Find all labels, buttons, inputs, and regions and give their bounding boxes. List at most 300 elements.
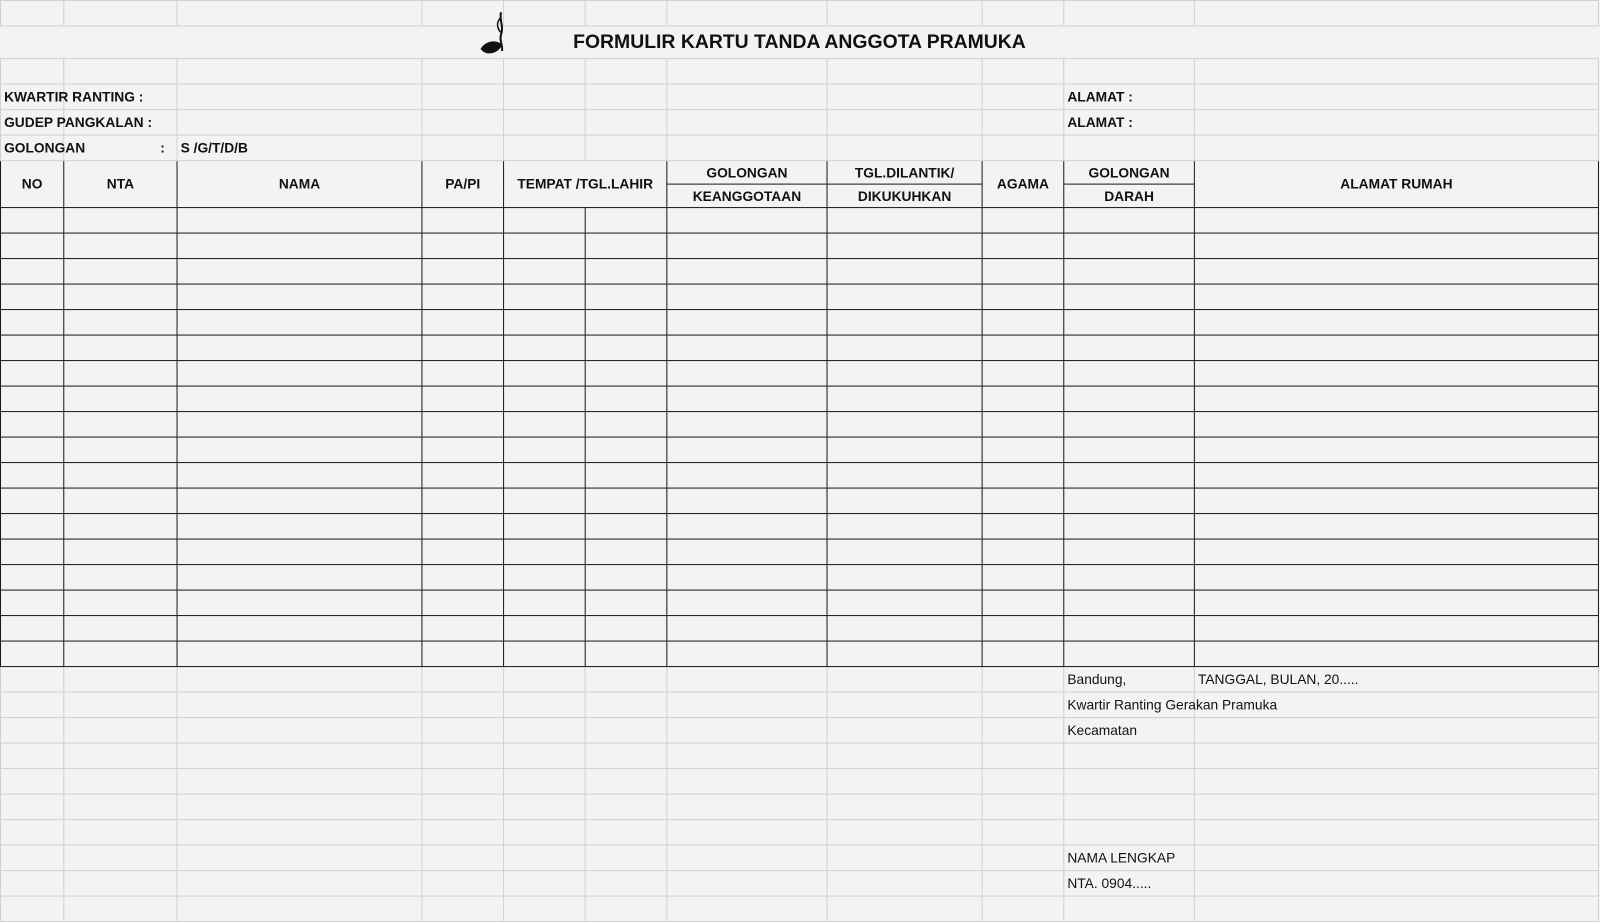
cell[interactable] [422, 565, 504, 591]
cell[interactable] [827, 590, 982, 616]
cell[interactable] [177, 769, 422, 795]
cell[interactable] [1194, 590, 1598, 616]
cell[interactable] [1, 488, 64, 514]
cell[interactable] [827, 539, 982, 565]
cell[interactable] [1, 412, 64, 437]
cell[interactable] [827, 135, 982, 161]
cell[interactable] [504, 233, 586, 259]
cell[interactable] [667, 488, 827, 514]
cell[interactable] [667, 110, 827, 135]
cell[interactable] [64, 361, 177, 387]
cell[interactable] [982, 412, 1064, 437]
cell[interactable] [827, 310, 982, 336]
cell[interactable] [1194, 794, 1598, 820]
cell[interactable] [504, 59, 586, 85]
cell[interactable] [667, 310, 827, 336]
cell[interactable] [177, 310, 422, 336]
cell[interactable] [1064, 565, 1195, 591]
cell[interactable] [982, 539, 1064, 565]
cell[interactable] [982, 820, 1064, 846]
cell[interactable] [1064, 1, 1195, 27]
cell[interactable] [64, 616, 177, 642]
golongan-label[interactable] [1, 135, 165, 161]
cell[interactable] [504, 488, 586, 514]
cell[interactable] [827, 667, 982, 693]
cell[interactable] [585, 641, 667, 667]
cell[interactable] [585, 463, 667, 489]
cell[interactable] [982, 488, 1064, 514]
nama-lengkap-label[interactable] [1064, 845, 1195, 871]
cell[interactable] [1194, 437, 1598, 463]
cell[interactable] [1064, 437, 1195, 463]
cell[interactable] [177, 667, 422, 693]
cell[interactable] [1064, 335, 1195, 361]
cell[interactable] [982, 769, 1064, 795]
cell[interactable] [1064, 233, 1195, 259]
cell[interactable] [827, 335, 982, 361]
alamat-label[interactable] [1064, 84, 1195, 110]
cell[interactable] [827, 871, 982, 897]
cell[interactable] [1064, 743, 1195, 769]
cell[interactable] [982, 110, 1064, 135]
cell[interactable] [422, 110, 504, 135]
cell[interactable] [585, 259, 667, 285]
cell[interactable] [585, 718, 667, 744]
cell[interactable] [1, 514, 64, 540]
cell[interactable] [1194, 1, 1598, 27]
cell[interactable] [177, 820, 422, 846]
cell[interactable] [1194, 386, 1598, 412]
cell[interactable] [667, 412, 827, 437]
cell[interactable] [982, 386, 1064, 412]
cell[interactable] [827, 692, 982, 718]
cell[interactable] [1194, 692, 1598, 718]
cell[interactable] [1, 361, 64, 387]
cell[interactable] [827, 1, 982, 27]
cell[interactable] [177, 259, 422, 285]
cell[interactable] [1064, 616, 1195, 642]
cell[interactable] [1, 692, 64, 718]
cell[interactable] [982, 335, 1064, 361]
cell[interactable] [422, 820, 504, 846]
cell[interactable] [422, 335, 504, 361]
cell[interactable] [585, 361, 667, 387]
cell[interactable] [64, 437, 177, 463]
cell[interactable] [64, 820, 177, 846]
cell[interactable] [422, 259, 504, 285]
cell[interactable] [1064, 463, 1195, 489]
cell[interactable] [422, 412, 504, 437]
cell[interactable] [177, 110, 422, 135]
cell[interactable] [667, 718, 827, 744]
cell[interactable] [982, 463, 1064, 489]
cell[interactable] [422, 641, 504, 667]
cell[interactable] [827, 514, 982, 540]
cell[interactable] [982, 565, 1064, 591]
cell[interactable] [422, 386, 504, 412]
cell[interactable] [982, 437, 1064, 463]
cell[interactable] [585, 84, 667, 110]
cell[interactable] [827, 463, 982, 489]
cell[interactable] [1194, 616, 1598, 642]
cell[interactable] [1194, 539, 1598, 565]
cell[interactable] [177, 463, 422, 489]
alamat-label[interactable] [1064, 110, 1195, 135]
cell[interactable] [422, 590, 504, 616]
cell[interactable] [1, 463, 64, 489]
kwartir-ranting-label[interactable] [1, 84, 144, 110]
cell[interactable] [585, 59, 667, 85]
cell[interactable] [504, 284, 586, 310]
header-tempat-tgl-lahir[interactable] [504, 161, 667, 208]
cell[interactable] [504, 259, 586, 285]
kecamatan-label[interactable] [1064, 718, 1195, 744]
cell[interactable] [982, 667, 1064, 693]
cell[interactable] [982, 84, 1064, 110]
cell[interactable] [585, 412, 667, 437]
cell[interactable] [667, 641, 827, 667]
cell[interactable] [667, 845, 827, 871]
cell[interactable] [1194, 845, 1598, 871]
cell[interactable] [1, 667, 64, 693]
cell[interactable] [827, 820, 982, 846]
cell[interactable] [64, 59, 177, 85]
cell[interactable] [667, 514, 827, 540]
cell[interactable] [64, 463, 177, 489]
cell[interactable] [585, 539, 667, 565]
cell[interactable] [982, 59, 1064, 85]
cell[interactable] [177, 1, 422, 27]
cell[interactable] [827, 896, 982, 922]
cell[interactable] [585, 794, 667, 820]
cell[interactable] [585, 335, 667, 361]
cell[interactable] [504, 616, 586, 642]
cell[interactable] [422, 539, 504, 565]
cell[interactable] [982, 616, 1064, 642]
cell[interactable] [667, 208, 827, 234]
date-label[interactable] [1194, 667, 1598, 693]
cell[interactable] [504, 412, 586, 437]
cell[interactable] [504, 871, 586, 897]
header-golongan-darah[interactable] [1064, 161, 1195, 184]
cell[interactable] [64, 488, 177, 514]
cell[interactable] [827, 845, 982, 871]
cell[interactable] [827, 386, 982, 412]
header-no[interactable] [1, 161, 64, 208]
cell[interactable] [1, 896, 64, 922]
cell[interactable] [982, 284, 1064, 310]
cell[interactable] [1194, 769, 1598, 795]
cell[interactable] [504, 539, 586, 565]
cell[interactable] [177, 845, 422, 871]
cell[interactable] [64, 743, 177, 769]
cell[interactable] [667, 84, 827, 110]
cell[interactable] [1194, 259, 1598, 285]
cell[interactable] [64, 310, 177, 336]
cell[interactable] [982, 718, 1064, 744]
cell[interactable] [64, 692, 177, 718]
cell[interactable] [422, 310, 504, 336]
cell[interactable] [982, 361, 1064, 387]
cell[interactable] [982, 135, 1064, 161]
cell[interactable] [1194, 896, 1598, 922]
cell[interactable] [585, 110, 667, 135]
cell[interactable] [504, 437, 586, 463]
cell[interactable] [982, 743, 1064, 769]
cell[interactable] [667, 667, 827, 693]
cell[interactable] [1194, 820, 1598, 846]
cell[interactable] [1194, 84, 1598, 110]
cell[interactable] [1194, 110, 1598, 135]
cell[interactable] [64, 208, 177, 234]
cell[interactable] [177, 896, 422, 922]
cell[interactable] [422, 667, 504, 693]
cell[interactable] [1, 335, 64, 361]
cell[interactable] [422, 437, 504, 463]
cell[interactable] [177, 361, 422, 387]
cell[interactable] [504, 84, 586, 110]
cell[interactable] [1064, 259, 1195, 285]
cell[interactable] [982, 259, 1064, 285]
cell[interactable] [422, 616, 504, 642]
cell[interactable] [422, 208, 504, 234]
cell[interactable] [585, 208, 667, 234]
cell[interactable] [64, 539, 177, 565]
cell[interactable] [1194, 488, 1598, 514]
cell[interactable] [1064, 488, 1195, 514]
cell[interactable] [1064, 59, 1195, 85]
cell[interactable] [827, 84, 982, 110]
cell[interactable] [422, 135, 504, 161]
cell[interactable] [504, 769, 586, 795]
nta-label[interactable] [1064, 871, 1195, 897]
cell[interactable] [667, 386, 827, 412]
cell[interactable] [667, 692, 827, 718]
cell[interactable] [1064, 590, 1195, 616]
cell[interactable] [585, 565, 667, 591]
cell[interactable] [1064, 820, 1195, 846]
header-nta[interactable] [64, 161, 177, 208]
header-nama[interactable] [177, 161, 422, 208]
cell[interactable] [1194, 233, 1598, 259]
cell[interactable] [64, 259, 177, 285]
cell[interactable] [1064, 514, 1195, 540]
cell[interactable] [504, 590, 586, 616]
cell[interactable] [504, 514, 586, 540]
header-tgl-dikukuhkan[interactable] [827, 184, 982, 207]
cell[interactable] [422, 718, 504, 744]
cell[interactable] [585, 820, 667, 846]
cell[interactable] [422, 284, 504, 310]
cell[interactable] [422, 794, 504, 820]
cell[interactable] [1194, 361, 1598, 387]
cell[interactable] [504, 641, 586, 667]
cell[interactable] [422, 514, 504, 540]
cell[interactable] [177, 692, 422, 718]
cell[interactable] [585, 590, 667, 616]
cell[interactable] [667, 284, 827, 310]
cell[interactable] [422, 59, 504, 85]
cell[interactable] [585, 692, 667, 718]
cell[interactable] [177, 743, 422, 769]
cell[interactable] [504, 135, 586, 161]
cell[interactable] [982, 794, 1064, 820]
cell[interactable] [64, 769, 177, 795]
cell[interactable] [667, 335, 827, 361]
cell[interactable] [504, 794, 586, 820]
cell[interactable] [1, 616, 64, 642]
cell[interactable] [1, 284, 64, 310]
cell[interactable] [667, 794, 827, 820]
cell[interactable] [177, 514, 422, 540]
cell[interactable] [422, 845, 504, 871]
cell[interactable] [64, 590, 177, 616]
cell[interactable] [585, 871, 667, 897]
cell[interactable] [422, 692, 504, 718]
cell[interactable] [1, 565, 64, 591]
cell[interactable] [504, 386, 586, 412]
cell[interactable] [64, 233, 177, 259]
cell[interactable] [667, 871, 827, 897]
cell[interactable] [982, 1, 1064, 27]
gudep-pangkalan-label[interactable] [1, 110, 153, 135]
cell[interactable] [667, 59, 827, 85]
cell[interactable] [504, 361, 586, 387]
cell[interactable] [667, 590, 827, 616]
header-alamat-rumah[interactable] [1194, 161, 1598, 208]
cell[interactable] [504, 208, 586, 234]
cell[interactable] [827, 718, 982, 744]
cell[interactable] [1, 794, 64, 820]
cell[interactable] [827, 59, 982, 85]
cell[interactable] [667, 463, 827, 489]
cell[interactable] [667, 233, 827, 259]
cell[interactable] [1064, 135, 1195, 161]
cell[interactable] [64, 794, 177, 820]
cell[interactable] [667, 769, 827, 795]
cell[interactable] [982, 514, 1064, 540]
cell[interactable] [827, 233, 982, 259]
cell[interactable] [504, 820, 586, 846]
cell[interactable] [585, 1, 667, 27]
cell[interactable] [585, 616, 667, 642]
cell[interactable] [982, 590, 1064, 616]
cell[interactable] [667, 896, 827, 922]
cell[interactable] [585, 386, 667, 412]
cell[interactable] [585, 233, 667, 259]
cell[interactable] [827, 769, 982, 795]
cell[interactable] [982, 871, 1064, 897]
cell[interactable] [422, 896, 504, 922]
cell[interactable] [1194, 284, 1598, 310]
cell[interactable] [1194, 514, 1598, 540]
cell[interactable] [585, 743, 667, 769]
cell[interactable] [177, 284, 422, 310]
cell[interactable] [64, 565, 177, 591]
form-title[interactable] [1, 26, 1599, 59]
cell[interactable] [64, 718, 177, 744]
cell[interactable] [1064, 641, 1195, 667]
cell[interactable] [504, 667, 586, 693]
cell[interactable] [1194, 743, 1598, 769]
cell[interactable] [1, 871, 64, 897]
cell[interactable] [827, 361, 982, 387]
cell[interactable] [1194, 412, 1598, 437]
cell[interactable] [585, 769, 667, 795]
header-golongan-darah[interactable] [1064, 184, 1195, 207]
cell[interactable] [1, 386, 64, 412]
cell[interactable] [177, 718, 422, 744]
cell[interactable] [422, 84, 504, 110]
cell[interactable] [827, 208, 982, 234]
cell[interactable] [422, 769, 504, 795]
cell[interactable] [177, 565, 422, 591]
cell[interactable] [177, 437, 422, 463]
header-golongan-keanggotaan[interactable] [667, 161, 827, 184]
header-agama[interactable] [982, 161, 1064, 208]
cell[interactable] [1, 437, 64, 463]
cell[interactable] [585, 667, 667, 693]
cell[interactable] [177, 335, 422, 361]
cell[interactable] [64, 1, 177, 27]
cell[interactable] [667, 565, 827, 591]
cell[interactable] [177, 488, 422, 514]
cell[interactable] [1064, 539, 1195, 565]
cell[interactable] [1194, 208, 1598, 234]
cell[interactable] [64, 412, 177, 437]
cell[interactable] [667, 820, 827, 846]
cell[interactable] [422, 463, 504, 489]
cell[interactable] [1, 590, 64, 616]
cell[interactable] [177, 616, 422, 642]
cell[interactable] [585, 845, 667, 871]
cell[interactable] [827, 565, 982, 591]
cell[interactable] [827, 743, 982, 769]
cell[interactable] [1064, 208, 1195, 234]
cell[interactable] [422, 233, 504, 259]
cell[interactable] [64, 845, 177, 871]
cell[interactable] [585, 310, 667, 336]
cell[interactable] [64, 514, 177, 540]
cell[interactable] [827, 794, 982, 820]
cell[interactable] [504, 743, 586, 769]
cell[interactable] [982, 641, 1064, 667]
cell[interactable] [64, 896, 177, 922]
cell[interactable] [1194, 565, 1598, 591]
cell[interactable] [585, 284, 667, 310]
cell[interactable] [1, 59, 64, 85]
cell[interactable] [504, 692, 586, 718]
cell[interactable] [1, 845, 64, 871]
cell[interactable] [504, 335, 586, 361]
cell[interactable] [667, 1, 827, 27]
cell[interactable] [585, 135, 667, 161]
cell[interactable] [64, 135, 177, 161]
cell[interactable] [1064, 794, 1195, 820]
header-golongan-keanggotaan[interactable] [667, 184, 827, 207]
cell[interactable] [504, 463, 586, 489]
cell[interactable] [177, 233, 422, 259]
cell[interactable] [1194, 59, 1598, 85]
cell[interactable] [827, 488, 982, 514]
cell[interactable] [64, 641, 177, 667]
cell[interactable] [585, 514, 667, 540]
cell[interactable] [1194, 335, 1598, 361]
cell[interactable] [827, 412, 982, 437]
cell[interactable] [1, 208, 64, 234]
cell[interactable] [177, 871, 422, 897]
cell[interactable] [177, 641, 422, 667]
